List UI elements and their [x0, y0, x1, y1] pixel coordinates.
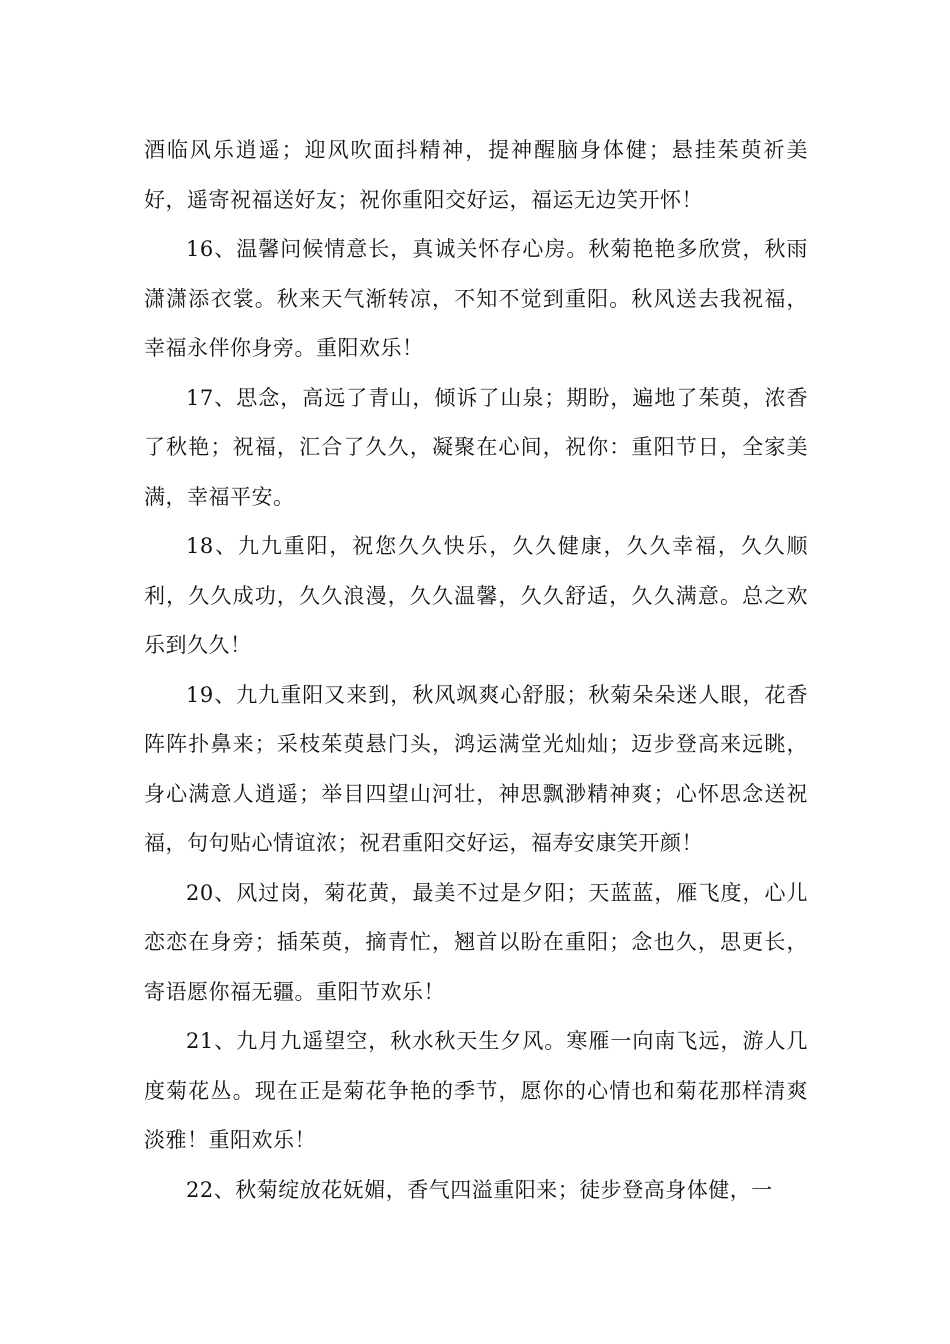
- paragraph-16: 16、温馨问候情意长，真诚关怀存心房。秋菊艳艳多欣赏，秋雨潇潇添衣裳。秋来天气渐转凉，不知不觉到重阳。秋风送去我祝福，幸福永伴你身旁。重阳欢乐！: [144, 237, 808, 360]
- paragraph-continued: 酒临风乐逍遥；迎风吹面抖精神，提神醒脑身体健；悬挂茱萸祈美好，遥寄祝福送好友；祝你重阳交好运，福运无边笑开怀！: [144, 138, 808, 212]
- paragraph-22: 22、秋菊绽放花妩媚，香气四溢重阳来；徒步登高身体健，一: [186, 1177, 773, 1202]
- paragraph-18: 18、九九重阳，祝您久久快乐，久久健康，久久幸福，久久顺利，久久成功，久久浪漫，久久温馨，久久舒适，久久满意。总之欢乐到久久！: [144, 534, 808, 657]
- document-body: [144, 126, 808, 1215]
- paragraph-20: 20、风过岗，菊花黄，最美不过是夕阳；天蓝蓝，雁飞度，心儿恋恋在身旁；插茱萸，摘青忙，翘首以盼在重阳；念也久，思更长，寄语愿你福无疆。重阳节欢乐！: [144, 880, 808, 1004]
- paragraph-19: 19、九九重阳又来到，秋风飒爽心舒服；秋菊朵朵迷人眼，花香阵阵扑鼻来；采枝茱萸悬门头，鸿运满堂光灿灿；迈步登高来远眺，身心满意人逍遥；举目四望山河壮，神思飘渺精神爽；心怀思念送祝福，句句贴心情谊浓；祝君重阳交好运，福寿安康笑开颜！: [144, 682, 808, 855]
- paragraph-21: 21、九月九遥望空，秋水秋天生夕风。寒雁一向南飞远，游人几度菊花丛。现在正是菊花争艳的季节，愿你的心情也和菊花那样清爽淡雅！重阳欢乐！: [144, 1029, 808, 1152]
- paragraph-17: 17、思念，高远了青山，倾诉了山泉；期盼，遍地了茱萸，浓香了秋艳；祝福，汇合了久久，凝聚在心间，祝你：重阳节日，全家美满，幸福平安。: [144, 385, 808, 509]
